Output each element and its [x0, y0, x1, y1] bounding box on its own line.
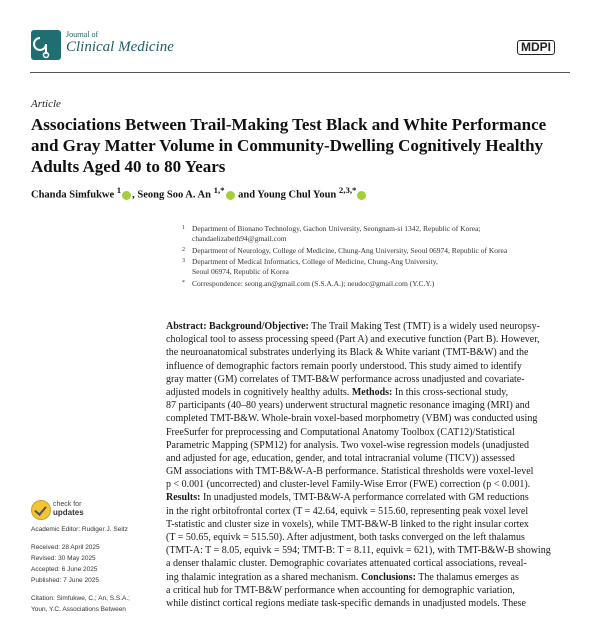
orcid-icon[interactable] — [357, 191, 366, 200]
abstract-line: a critical hub for TMT-B&W performance when accounting for demographic variation, — [166, 584, 515, 596]
date-received: Received: 28 April 2025 — [31, 544, 100, 551]
abstract-line: 87 participants (40–80 years) underwent structural magnetic resonance imaging (MRI) and — [166, 400, 530, 412]
author-affiliation-sup: 1 — [116, 185, 122, 195]
article-title: Associations Between Trail-Making Test Black and White Performance and Gray Matter Volume in Community-Dwelling Cognitively Healthy Adults Aged 40 to 80 Years — [31, 115, 547, 176]
article-type: Article — [31, 98, 61, 110]
author-name[interactable]: Chanda Simfukwe — [31, 189, 115, 201]
check-updates-icon — [31, 500, 51, 520]
author-email[interactable]: chandaelizabeth94@gmail.com — [192, 233, 287, 243]
orcid-icon[interactable] — [226, 191, 235, 200]
orcid-icon[interactable] — [122, 191, 131, 200]
affiliation-3: 3 Department of Medical Informatics, College of Medicine, Chung-Ang University, Seoul 06974, Republic of Korea — [182, 257, 438, 276]
author-list: Chanda Simfukwe $^1$ , Seong Soo A. An $^{1,*}$ and Young Chul Youn $^{2,3,*}$ — [31, 185, 367, 201]
abstract-line: adjusted models in cognitively healthy adults. Methods: In this cross-sectional study, — [166, 386, 509, 398]
date-revised: Revised: 30 May 2025 — [31, 555, 96, 562]
correspondence-emails[interactable]: Correspondence: seong.an@gmail.com (S.S.A.A.); neudoc@gmail.com (Y.C.Y.) — [192, 279, 435, 288]
affiliation-2: 2 Department of Neurology, College of Medicine, Chung-Ang University, Seoul 06974, Republic of Korea — [182, 246, 508, 255]
journal-name-prefix: Journal of — [66, 30, 99, 39]
abstract-line: (TMT-A: T = 8.05, equivk = 594; TMT-B: T = 8.11, equivk = 621), with TMT-B&W-B showing — [166, 545, 551, 557]
abstract-line: ing thalamic integration as a shared mechanism. Conclusions: The thalamus emerges as — [166, 571, 519, 583]
abstract-line: while distinct cortical regions mediate task-specific demands in unadjusted models. These — [166, 597, 526, 609]
abstract-line: GM associations with TMT-B&W-A-B performance. Statistical thresholds were voxel-level — [166, 466, 534, 478]
journal-name: Clinical Medicine — [66, 39, 174, 55]
abstract-line: a denser thalamic cluster. Demographic covariates attenuated cortical associations, reveal- — [166, 558, 527, 570]
abstract-line: completed TMT-B&W. Whole-brain voxel-based morphometry (VBM) was conducted using — [166, 413, 538, 425]
abstract-line: and adjusted for age, education, gender, and total intracranial volume (TICV)) assessed — [166, 452, 515, 464]
date-published: Published: 7 June 2025 — [31, 577, 99, 584]
journal-logo-icon — [31, 30, 61, 60]
abstract-line: Results: In unadjusted models, TMT-B&W-A performance correlated with GM reductions — [166, 492, 529, 504]
author-affiliation-sup: 2,3,* — [338, 185, 357, 195]
abstract-line: Abstract: Background/Objective: The Trail Making Test (TMT) is a widely used neuropsy- — [166, 321, 540, 332]
abstract-line: influence of demographic factors remain poorly understood. This study aimed to identify — [166, 360, 522, 372]
publisher-logo: MDPI — [517, 40, 555, 55]
abstract-line: Parametric Mapping (SPM12) for analysis. Two voxel-wise regression models (unadjusted — [166, 439, 529, 451]
abstract-line: (T = 50.65, equivk = 515.50). After adjustment, both tasks converged on the left thalamus — [166, 532, 525, 543]
author-name[interactable]: Seong Soo A. An — [137, 189, 211, 201]
citation-line: Citation: Simfukwe, C.; An, S.S.A.; — [31, 595, 130, 602]
header-divider — [30, 72, 570, 73]
academic-editor: Academic Editor: Rudiger J. Seitz — [31, 526, 128, 533]
author-name[interactable]: and Young Chul Youn — [238, 189, 337, 201]
abstract-line: in the right orbitofrontal cortex (T = 42.64, equivk = 515.60, representing peak voxel level — [166, 505, 529, 517]
affiliation-1: 1 Department of Bionano Technology, Gachon University, Seongnam-si 1342, Republic of Korea; chandaelizabeth94@gmail.com — [192, 224, 572, 243]
abstract-line: gray matter (GM) correlates of TMT-B&W performance across unadjusted and covariate- — [166, 373, 525, 385]
correspondence: * Correspondence: seong.an@gmail.com (S.S.A.A.); neudoc@gmail.com (Y.C.Y.) — [192, 279, 572, 289]
abstract-line: chological tool to assess processing speed (Part A) and executive function (Part B). However, — [166, 334, 540, 346]
abstract-line: the neuroanatomical substrates underlying its Black & White variant (TMT-B&W) and the — [166, 347, 529, 359]
abstract — [166, 320, 572, 610]
citation-line: Youn, Y.C. Associations Between — [31, 606, 126, 613]
abstract-line: FreeSurfer for preprocessing and Computational Anatomy Toolbox (CAT12)/Statistical — [166, 426, 515, 438]
abstract-line: T-statistic and cluster size in voxels), while TMT-B&W-B linked to the right insular cortex — [166, 518, 529, 530]
author-affiliation-sup: 1,* — [213, 185, 225, 195]
abstract-line: p < 0.001 (uncorrected) and cluster-level Family-Wise Error (FWE) correction (p < 0.001). — [166, 479, 531, 491]
date-accepted: Accepted: 6 June 2025 — [31, 566, 98, 573]
